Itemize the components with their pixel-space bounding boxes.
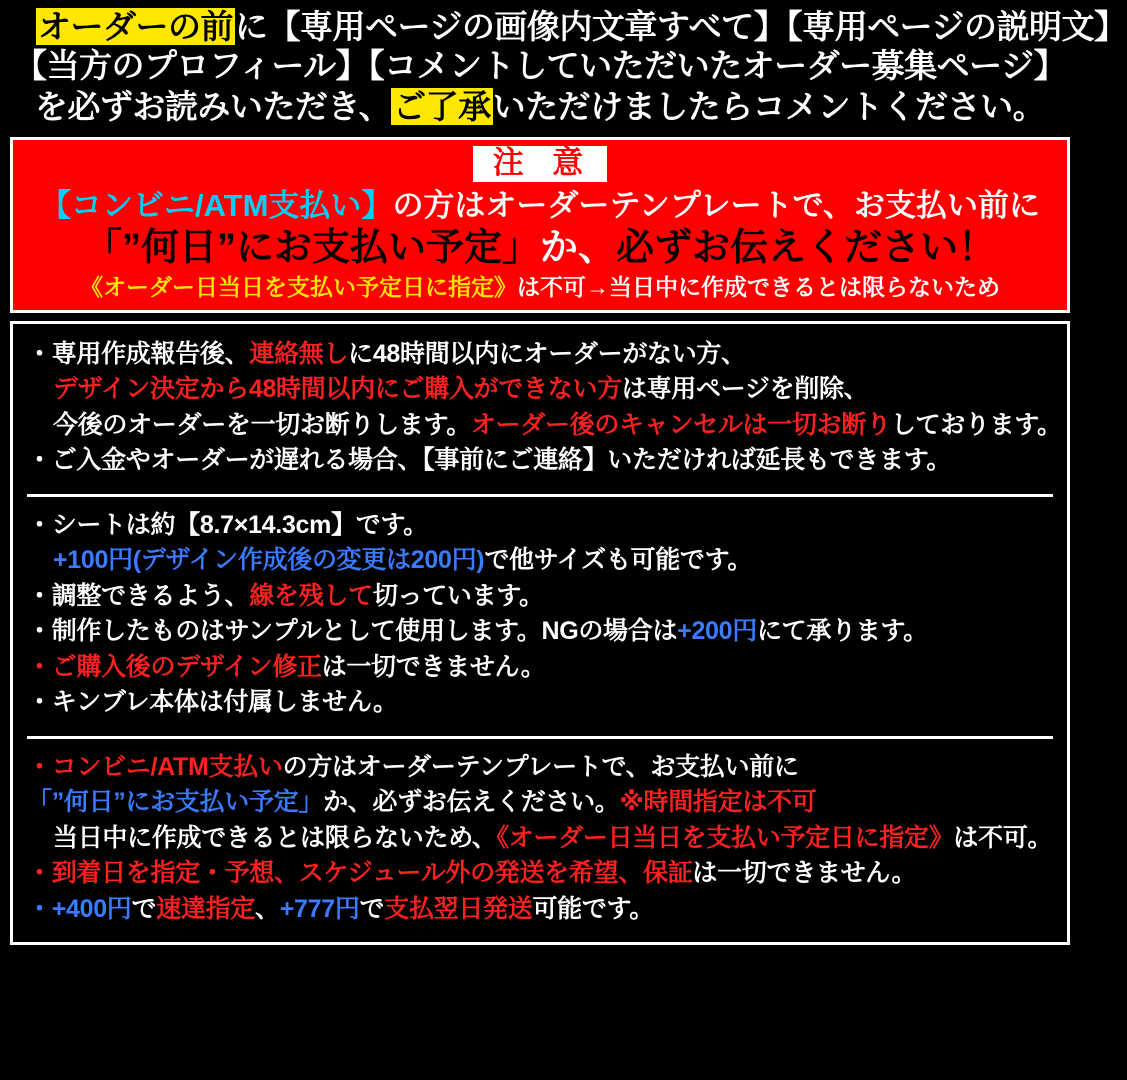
- section-cancel-policy: [27, 336, 1062, 484]
- terms-text-run: か、必ずお伝えください。: [323, 788, 620, 817]
- terms-line: [27, 444, 1053, 477]
- terms-text-run: 《オーダー日当日を支払い予定日に指定》: [496, 823, 954, 852]
- terms-line: [27, 893, 1053, 926]
- warning-title: 注 意: [473, 146, 608, 183]
- terms-box: [10, 321, 1070, 946]
- header-line-1: [10, 8, 1127, 47]
- terms-line: [27, 373, 1053, 406]
- header-line-1-tail: 】: [1094, 8, 1127, 45]
- terms-text-run: 「”何日”にお支払い予定」: [27, 788, 324, 817]
- terms-text-run: ・ご入金やオーダーが遅れる場合、【事前にご連絡】いただければ延長もできます。: [27, 446, 952, 475]
- warning-line-2: [17, 226, 1063, 272]
- terms-text-run: しております。: [890, 410, 1062, 439]
- terms-text-run: ・+400円: [27, 894, 132, 923]
- terms-line: [27, 857, 1053, 890]
- warning-title-wrap: [17, 146, 1063, 183]
- terms-line: [27, 409, 1062, 442]
- terms-text-run: 連絡無し: [249, 339, 349, 368]
- header-line-3-lead: を必ずお読みいただき、: [34, 87, 392, 125]
- terms-line: [27, 338, 1053, 371]
- terms-text-run: デザイン決定から48時間以内にご購入ができない方: [53, 375, 622, 404]
- warning-line-3: [17, 274, 1063, 302]
- terms-text-run: 線を残して: [249, 581, 373, 610]
- terms-line: [27, 580, 1053, 613]
- terms-text-run: で: [131, 894, 157, 923]
- terms-text-run: ・キンブレ本体は付属しません。: [27, 688, 398, 717]
- terms-text-run: 支払翌日発送: [384, 894, 533, 923]
- terms-text-run: 可能です。: [532, 894, 654, 923]
- terms-text-run: オーダー後のキャンセルは一切お断り: [470, 410, 891, 439]
- terms-text-run: は一切できません。: [321, 652, 546, 681]
- terms-text-run: ・専用作成報告後、: [27, 339, 250, 368]
- terms-text-run: ※時間指定は不可: [619, 788, 817, 817]
- terms-text-run: で他サイズも可能です。: [484, 546, 753, 575]
- terms-text-run: は不可。: [953, 823, 1053, 852]
- terms-line: [27, 509, 1053, 542]
- terms-text-run: 当日中に作成できるとは限らないため、: [53, 823, 497, 852]
- terms-line: [27, 751, 1053, 784]
- terms-text-run: は専用ページを削除、: [621, 375, 869, 404]
- terms-text-run: にて承ります。: [756, 617, 928, 646]
- header-line-2: 【当方のプロフィール】【コメントしていただいたオーダー募集ページ】: [13, 46, 1067, 84]
- header-block: [0, 0, 1127, 131]
- header-line-1-rest: に【専用ページの画像内文章すべて】【専用ページの説明文: [235, 8, 1095, 45]
- warning-konbini-label: 【コンビニ/ATM支払い】: [39, 188, 393, 224]
- terms-text-run: で: [359, 894, 385, 923]
- terms-text-run: ・制作したものはサンプルとして使用します。NGの場合は: [27, 617, 678, 646]
- terms-text-run: ・調整できるよう、: [27, 581, 250, 610]
- header-emphasis-order-before: オーダーの前: [38, 8, 233, 45]
- warning-sameday-label: 《オーダー日当日を支払い予定日に指定》: [80, 274, 517, 301]
- terms-line: [27, 686, 1053, 719]
- terms-text-run: は一切できません。: [692, 859, 917, 888]
- warning-line-1-rest: の方はオーダーテンプレートで、お支払い前に: [392, 188, 1041, 224]
- terms-text-run: +200円: [677, 617, 757, 646]
- header-line-3: [10, 88, 1070, 127]
- terms-text-run: ・コンビニ/ATM支払い: [27, 752, 283, 781]
- terms-text-run: に48時間以内にオーダーがない方、: [348, 339, 746, 368]
- terms-line: [27, 786, 1053, 819]
- header-line-3-tail: いただけましたらコメントください。: [492, 87, 1046, 125]
- header-highlight-consent: ご了承: [393, 87, 491, 125]
- terms-line: [27, 544, 1053, 577]
- section-product-spec: [27, 507, 1053, 726]
- terms-text-run: +777円: [279, 894, 360, 923]
- warning-must-tell: 必ずお伝えください！: [616, 226, 997, 269]
- terms-text-run: ・ご購入後のデザイン修正: [27, 652, 322, 681]
- section-divider-2: [27, 736, 1053, 739]
- terms-text-run: の方はオーダーテンプレートで、お支払い前に: [282, 752, 799, 781]
- terms-text-run: ・到着日を指定・予想、スケジュール外の発送を希望、保証: [27, 859, 693, 888]
- warning-line-3-rest: は不可→当日中に作成できるとは限らないため: [517, 274, 1000, 301]
- warning-line-2-mid: か、: [539, 226, 616, 269]
- section-payment-shipping: [27, 749, 1053, 933]
- terms-line: [27, 651, 1053, 684]
- warning-banner: [10, 137, 1070, 313]
- terms-text-run: 速達指定: [156, 894, 256, 923]
- terms-text-run: +100円(デザイン作成後の変更は200円): [53, 546, 485, 575]
- warning-line-1: [17, 187, 1063, 224]
- terms-line: [27, 615, 1053, 648]
- terms-line: [27, 822, 1053, 855]
- terms-text-run: 、: [255, 894, 280, 923]
- terms-text-run: 今後のオーダーを一切お断りします。: [53, 410, 471, 439]
- terms-text-run: ・シートは約【8.7×14.3cm】です。: [27, 510, 428, 539]
- warning-payday-label: 「”何日”にお支払い予定」: [83, 226, 540, 269]
- section-divider-1: [27, 494, 1053, 497]
- terms-text-run: 切っています。: [372, 581, 544, 610]
